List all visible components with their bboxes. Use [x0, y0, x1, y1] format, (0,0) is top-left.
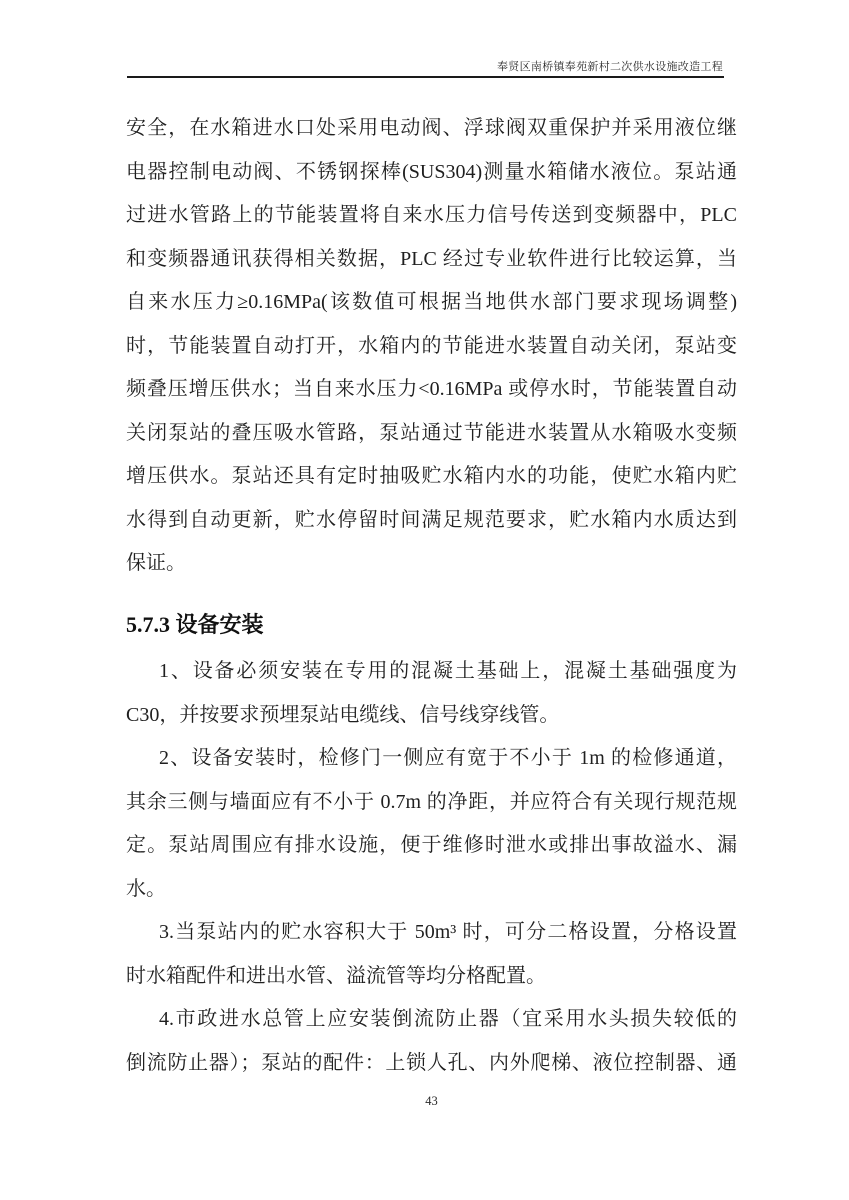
- item-2-line: 2、设备安装时，检修门一侧应有宽于不小于 1m 的检修通道，: [159, 747, 737, 769]
- paragraph-line: 增压供水。泵站还具有定时抽吸贮水箱内水的功能，使贮水箱内贮: [126, 465, 737, 487]
- paragraph-line: 保证。: [126, 552, 186, 574]
- paragraph-line: 水得到自动更新，贮水停留时间满足规范要求，贮水箱内水质达到: [126, 508, 737, 531]
- item-2-line: 定。泵站周围应有排水设施，便于维修时泄水或排出事故溢水、漏: [126, 834, 737, 856]
- paragraph-line: 和变频器通讯获得相关数据，PLC 经过专业软件进行比较运算，当: [126, 247, 737, 270]
- item-2-line: 水。: [126, 877, 166, 900]
- page-number: 43: [425, 1094, 438, 1108]
- paragraph-line: 时，节能装置自动打开，水箱内的节能进水装置自动关闭，泵站变: [126, 334, 737, 357]
- item-4-line: 倒流防止器）；泵站的配件：上锁人孔、内外爬梯、液位控制器、通: [126, 1051, 737, 1074]
- page-footer: [126, 1094, 737, 1109]
- header-rule: [127, 76, 724, 78]
- paragraph-line: 自来水压力≥0.16MPa(该数值可根据当地供水部门要求现场调整): [126, 291, 737, 313]
- paragraph-line: 电器控制电动阀、不锈钢探棒(SUS304)测量水箱储水液位。泵站通: [126, 160, 737, 183]
- item-2-line: 其余三侧与墙面应有不小于 0.7m 的净距，并应符合有关现行规范规: [126, 790, 737, 813]
- item-1-line: C30，并按要求预埋泵站电缆线、信号线穿线管。: [126, 703, 560, 726]
- paragraph-line: 关闭泵站的叠压吸水管路，泵站通过节能进水装置从水箱吸水变频: [126, 421, 737, 444]
- item-3-line: 3.当泵站内的贮水容积大于 50m³ 时，可分二格设置，分格设置: [159, 921, 737, 943]
- paragraph-line: 安全，在水箱进水口处采用电动阀、浮球阀双重保护并采用液位继: [126, 117, 737, 139]
- item-1-line: 1、设备必须安装在专用的混凝土基础上，混凝土基础强度为: [159, 660, 737, 682]
- document-body: [126, 107, 737, 1085]
- header-title: 奉贤区南桥镇奉苑新村二次供水设施改造工程: [497, 61, 723, 73]
- item-4-line: 4.市政进水总管上应安装倒流防止器（宜采用水头损失较低的: [159, 1008, 737, 1030]
- paragraph-line: 频叠压增压供水；当自来水压力<0.16MPa 或停水时，节能装置自动: [126, 378, 737, 400]
- page-header: [127, 58, 723, 74]
- item-3-line: 时水箱配件和进出水管、溢流管等均分格配置。: [126, 964, 546, 987]
- paragraph-line: 过进水管路上的节能装置将自来水压力信号传送到变频器中，PLC: [126, 204, 737, 226]
- section-heading: 5.7.3 设备安装: [126, 611, 264, 637]
